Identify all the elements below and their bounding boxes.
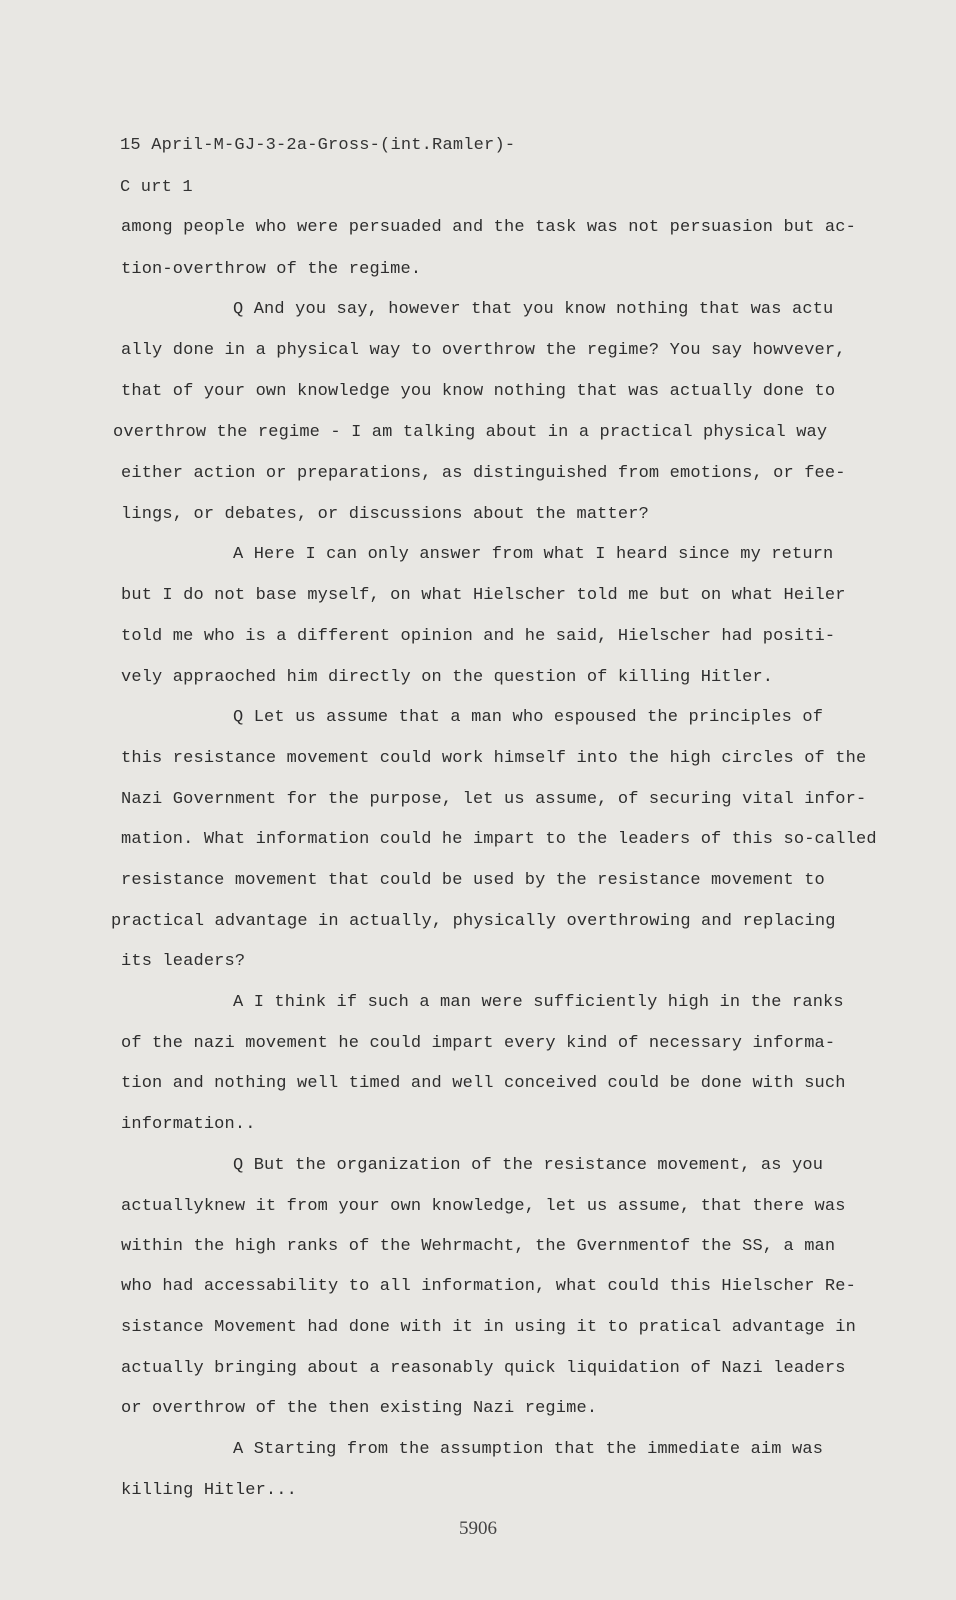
- transcript-line: information..: [121, 1115, 256, 1134]
- transcript-line: killing Hitler...: [121, 1481, 297, 1500]
- transcript-line: who had accessability to all information, what could this Hielscher Re-: [121, 1277, 856, 1296]
- transcript-line: Nazi Government for the purpose, let us assume, of securing vital infor-: [121, 790, 867, 809]
- transcript-line: told me who is a different opinion and he said, Hielscher had positi-: [121, 627, 836, 646]
- transcript-line: but I do not base myself, on what Hielscher told me but on what Heiler: [121, 586, 846, 605]
- transcript-line: this resistance movement could work himself into the high circles of the: [121, 749, 867, 768]
- transcript-line: or overthrow of the then existing Nazi regime.: [121, 1399, 598, 1418]
- transcript-line: tion-overthrow of the regime.: [121, 260, 422, 279]
- transcript-line: lings, or debates, or discussions about the matter?: [121, 505, 649, 524]
- transcript-line: actuallyknew it from your own knowledge, let us assume, that there was: [121, 1197, 846, 1216]
- transcript-line: sistance Movement had done with it in using it to pratical advantage in: [121, 1318, 856, 1337]
- transcript-line: practical advantage in actually, physically overthrowing and replacing: [111, 912, 836, 931]
- document-header-court: C urt 1: [120, 178, 193, 197]
- transcript-line: ally done in a physical way to overthrow the regime? You say howvever,: [121, 341, 846, 360]
- transcript-line: tion and nothing well timed and well conceived could be done with such: [121, 1074, 846, 1093]
- transcript-line: within the high ranks of the Wehrmacht, the Gvernmentof the SS, a man: [121, 1237, 836, 1256]
- transcript-line: resistance movement that could be used by the resistance movement to: [121, 871, 825, 890]
- transcript-line: among people who were persuaded and the task was not persuasion but ac-: [121, 218, 856, 237]
- transcript-line: mation. What information could he impart to the leaders of this so-called: [121, 830, 877, 849]
- transcript-line: actually bringing about a reasonably quick liquidation of Nazi leaders: [121, 1359, 846, 1378]
- transcript-line: of the nazi movement he could impart every kind of necessary informa-: [121, 1034, 836, 1053]
- transcript-line: Q But the organization of the resistance movement, as you: [233, 1156, 824, 1175]
- page-number: 5906: [459, 1518, 497, 1539]
- transcript-line: its leaders?: [121, 952, 246, 971]
- transcript-line: Q Let us assume that a man who espoused the principles of: [233, 708, 824, 727]
- transcript-line: A Here I can only answer from what I heard since my return: [233, 545, 834, 564]
- document-header-reference: 15 April-M-GJ-3-2a-Gross-(int.Ramler)-: [120, 136, 516, 155]
- transcript-line: A I think if such a man were sufficiently high in the ranks: [233, 993, 844, 1012]
- transcript-line: that of your own knowledge you know nothing that was actually done to: [121, 382, 836, 401]
- transcript-line: A Starting from the assumption that the immediate aim was: [233, 1440, 824, 1459]
- transcript-line: overthrow the regime - I am talking about in a practical physical way: [113, 423, 828, 442]
- transcript-line: Q And you say, however that you know nothing that was actu: [233, 300, 834, 319]
- transcript-line: vely appraoched him directly on the question of killing Hitler.: [121, 668, 774, 687]
- transcript-line: either action or preparations, as distinguished from emotions, or fee-: [121, 464, 846, 483]
